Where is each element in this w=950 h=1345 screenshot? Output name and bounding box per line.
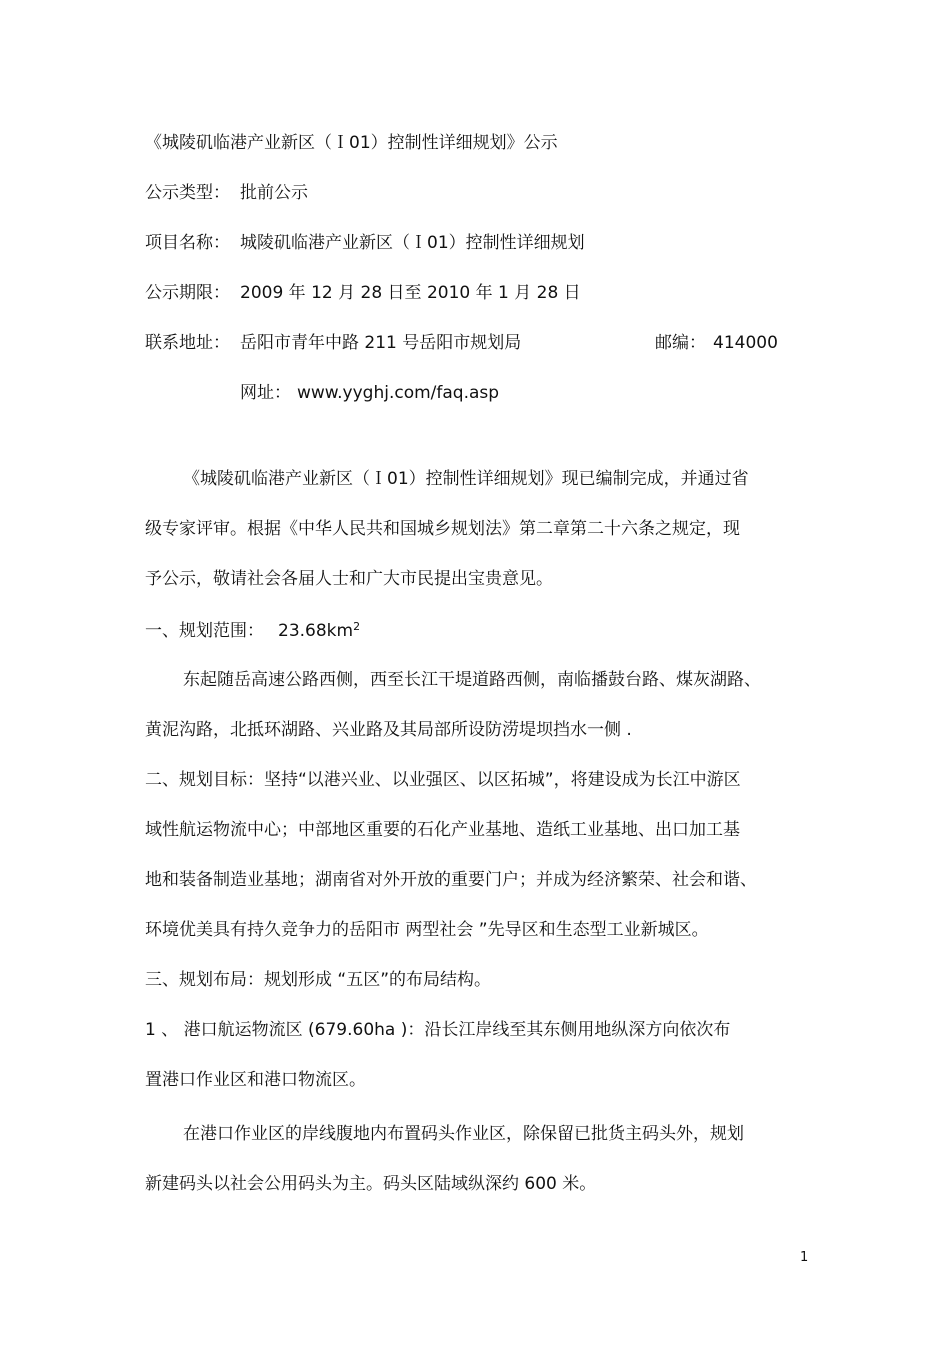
intro-line: 《城陵矶临港产业新区（Ｉ01）控制性详细规划》现已编制完成，并通过省: [183, 469, 749, 489]
intro-line: 予公示，敬请社会各届人士和广大市民提出宝贵意见。: [145, 569, 553, 589]
period-value: 2009 年 12 月 28 日至 2010 年 1 月 28 日: [240, 283, 581, 303]
goal-line: 域性航运物流中心；中部地区重要的石化产业基地、造纸工业基地、出口加工基: [145, 820, 740, 840]
type-value: 批前公示: [240, 183, 308, 203]
postcode-value: 414000: [713, 333, 778, 353]
goal-line: 地和装备制造业基地；湖南省对外开放的重要门户；并成为经济繁荣、社会和谐、: [145, 870, 757, 890]
name-label: 项目名称：: [145, 233, 230, 253]
type-label: 公示类型：: [145, 183, 230, 203]
address-value: 岳阳市青年中路 211 号岳阳市规划局: [240, 333, 522, 353]
layout-heading: 三、规划布局：规划形成 “五区”的布局结构。: [145, 970, 492, 990]
scope-value: 23.68km: [278, 621, 354, 641]
scope-text: 东起随岳高速公路西侧，西至长江干堤道路西侧，南临播鼓台路、煤灰湖路、: [183, 670, 761, 690]
port-line: 在港口作业区的岸线腹地内布置码头作业区，除保留已批货主码头外，规划: [183, 1124, 744, 1144]
scope-superscript: 2: [353, 620, 361, 633]
document-title: 《城陵矶临港产业新区（Ｉ01）控制性详细规划》公示: [145, 133, 558, 153]
period-label: 公示期限：: [145, 283, 230, 303]
intro-line: 级专家评审。根据《中华人民共和国城乡规划法》第二章第二十六条之规定，现: [145, 519, 740, 539]
zone1-line: 置港口作业区和港口物流区。: [145, 1070, 366, 1090]
address-label: 联系地址：: [145, 333, 230, 353]
name-value: 城陵矶临港产业新区（Ｉ01）控制性详细规划: [240, 233, 585, 253]
scope-text: 黄泥沟路，北抵环湖路、兴业路及其局部所设防涝堤坝挡水一侧 .: [145, 720, 632, 740]
website-link[interactable]: www.yyghj.com/faq.asp: [297, 383, 500, 403]
scope-area: [278, 619, 360, 645]
postcode-label: 邮编：: [655, 333, 706, 353]
website-label: 网址：: [240, 383, 291, 403]
scope-heading: 一、规划范围：: [145, 621, 264, 641]
goal-line: 环境优美具有持久竞争力的岳阳市 两型社会 ”先导区和生态型工业新城区。: [145, 920, 709, 940]
goal-line: 二、规划目标：坚持“以港兴业、以业强区、以区拓城”，将建设成为长江中游区: [145, 770, 741, 790]
port-line: 新建码头以社会公用码头为主。码头区陆域纵深约 600 米。: [145, 1174, 597, 1194]
page-number: 1: [800, 1250, 809, 1265]
zone1-line: 1 、 港口航运物流区 (679.60ha )：沿长江岸线至其东侧用地纵深方向依次布: [145, 1020, 731, 1040]
